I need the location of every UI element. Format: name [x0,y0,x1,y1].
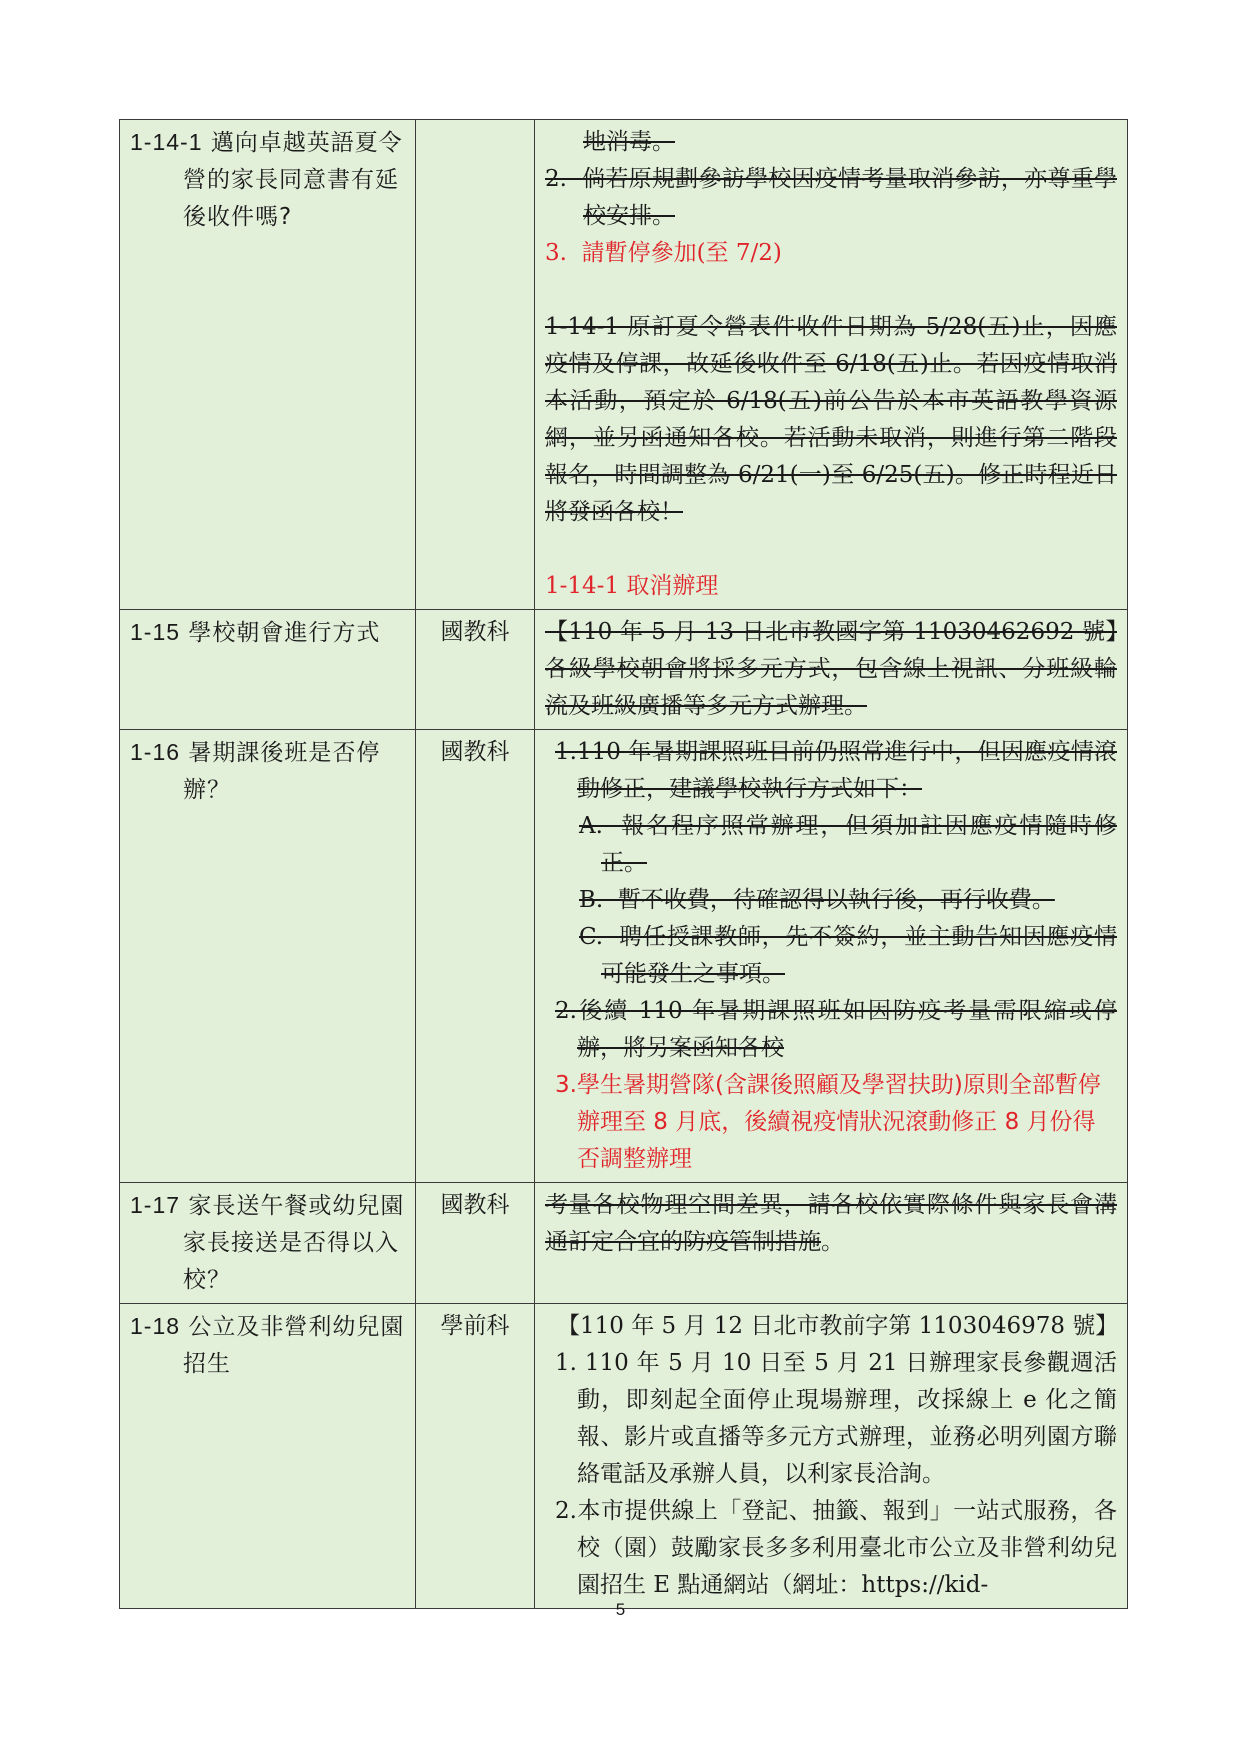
answer-text: 1-14-1 原訂夏令營表件收件日期為 5/28(五)止，因應疫情及停課，故延後收件至 6/18(五)止。若因疫情取消本活動，預定於 6/18(五)前公告於本市英語教學資源網，並另函通知各校。若活動未取消，則進行第二階段報名，時間調整為 6/21(一)至 6/25(五)。修正時程近日將發函各校！ [545,314,1117,525]
answer-text: 【110 年 5 月 12 日北市教前字第 1103046978 號】 [557,1313,1119,1339]
question-cell [120,1183,416,1304]
answer-text: 1.110 年暑期課照班目前仍照常進行中，但因應疫情滾動修正，建議學校執行方式如下： [555,739,1117,802]
question-id: 1-16 [130,739,181,765]
question-text: 公立及非營利幼兒園招生 [183,1314,405,1377]
dept-cell: 學前科 [416,1304,535,1609]
question-cell [120,730,416,1183]
answer-sub-item: A. 報名程序照常辦理，但須加註因應疫情隨時修正。 [579,813,1117,876]
answer-text: 【110 年 5 月 13 日北市教國字第 11030462692 號】各級學校朝會將採多元方式，包含線上視訊、分班級輪流及班級廣播等多元方式辦理。 [545,619,1117,719]
question-id: 1-18 [130,1313,181,1339]
answer-cell [535,730,1128,1183]
table-row [120,730,1128,1183]
question-text: 暑期課後班是否停辦？ [183,740,381,803]
question-text: 家長送午餐或幼兒園家長接送是否得以入校？ [183,1193,405,1293]
answer-cell [535,1304,1128,1609]
table-row [120,610,1128,730]
answer-text-highlight: 3. 請暫停參加(至 7/2) [545,240,782,266]
answer-text-highlight: 3.學生暑期營隊(含課後照顧及學習扶助)原則全部暫停辦理至 8 月底，後續視疫情狀況滾動修正 8 月份得否調整辦理 [555,1072,1101,1172]
answer-text-struck: 考量各校物理空間差異，請各校依實際條件與家長會溝通訂定合宜的防疫管制措施 [545,1192,1117,1255]
question-text: 邁向卓越英語夏令營的家長同意書有延後收件嗎? [183,130,403,230]
table-row [120,120,1128,610]
table-row [120,1183,1128,1304]
answer-sub-item: C. 聘任授課教師，先不簽約，並主動告知因應疫情可能發生之事項。 [579,924,1117,987]
dept-cell [416,120,535,610]
answer-sub-item: B. 暫不收費，待確認得以執行後，再行收費。 [579,887,1055,913]
answer-cell [535,1183,1128,1304]
dept-cell: 國教科 [416,1183,535,1304]
question-cell [120,610,416,730]
dept-cell: 國教科 [416,610,535,730]
question-cell [120,1304,416,1609]
dept-cell: 國教科 [416,730,535,1183]
question-cell [120,120,416,610]
faq-table [119,119,1128,1609]
question-id: 1-14-1 [130,129,203,155]
question-id: 1-15 [130,619,181,645]
answer-text [545,1187,1117,1261]
answer-text: 地消毒。 [583,129,675,155]
answer-cell [535,120,1128,610]
table-row [120,1304,1128,1609]
page-number: 5 [615,1600,626,1619]
answer-text-end: 。 [821,1229,844,1255]
question-id: 1-17 [130,1192,181,1218]
answer-text: 2. 倘若原規劃參訪學校因疫情考量取消參訪，亦尊重學校安排。 [545,166,1117,229]
answer-text: 1. 110 年 5 月 10 日至 5 月 21 日辦理家長參觀週活動，即刻起全面停止現場辦理，改採線上 e 化之簡報、影片或直播等多元方式辦理，並務必明列園方聯絡電話及承辦人員，以利家長洽詢。 [555,1350,1117,1487]
question-text: 學校朝會進行方式 [188,620,381,646]
answer-text-highlight: 1-14-1 取消辦理 [545,573,719,599]
answer-text: 2.本市提供線上「登記、抽籤、報到」一站式服務，各校（園）鼓勵家長多多利用臺北市公立及非營利幼兒園招生 E 點通網站（網址：https://kid- [555,1498,1117,1598]
answer-text: 2.後續 110 年暑期課照班如因防疫考量需限縮或停辦，將另案函知各校 [555,998,1117,1061]
answer-cell [535,610,1128,730]
